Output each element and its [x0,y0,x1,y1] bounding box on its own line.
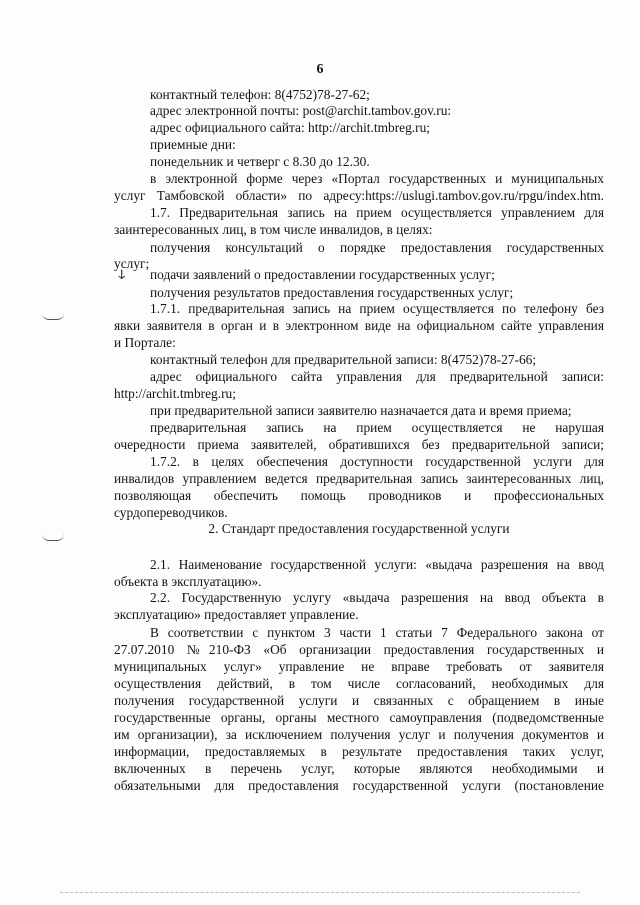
text-line: обязательными для предоставления государственной услуги (постановление [114,778,604,793]
text-line: 1.7.2. в целях обеспечения доступности государственной услуги для [150,454,604,469]
text-line: приемные дни: [150,137,236,152]
text-line: 1.7. Предварительная запись на прием осуществляется управлением для [150,205,604,220]
text-line: заинтересованных лиц, в том числе инвалидов, в целях: [114,222,433,237]
text-line: контактный телефон: 8(4752)78-27-62; [150,87,370,102]
text-line: получения результатов предоставления государственных услуг; [150,285,514,300]
text-line: контактный телефон для предварительной записи: 8(4752)78-27-66; [150,352,537,367]
section-heading: 2. Стандарт предоставления государственной услуги [208,521,510,536]
scan-noise [60,892,580,894]
text-line: явки заявителя в орган и в электронном виде на официальном сайте управления [114,318,604,333]
text-line: сурдопереводчиков. [114,505,228,520]
margin-mark [42,313,64,320]
text-line: 1.7.1. предварительная запись на прием осуществляется по телефону без [150,301,604,316]
stray-mark: ↆ [118,268,126,283]
text-line: осуществления действий, в том числе согласований, необходимых для [114,676,604,691]
text-line: услуг Тамбовской области» по адресу:https://uslugi.tambov.gov.ru/rpgu/index.htm. [114,188,604,203]
text-line: и Портале: [114,335,176,350]
text-line: позволяющая обеспечить помощь проводников и профессиональных [114,488,604,503]
text-line: понедельник и четверг с 8.30 до 12.30. [150,154,370,169]
text-line: адрес электронной почты: post@archit.tambov.gov.ru: [150,103,452,118]
text-line: получения государственной услуги и связанных с обращением в иные [114,693,604,708]
text-line: 2.1. Наименование государственной услуги: «выдача разрешения на ввод [150,557,604,572]
text-line: подачи заявлений о предоставлении государственных услуг; [150,267,495,282]
text-line: инвалидов управлением ведется предварительная запись заинтересованных лиц, [114,471,604,486]
text-line: услуг; [114,256,150,271]
text-line: информации, предоставляемых в результате предоставления таких услуг, [114,744,604,759]
margin-mark [42,534,64,541]
text-line: http://archit.tmbreg.ru; [114,386,236,401]
text-line: им организации), за исключением получения услуг и получения документов и [114,727,604,742]
text-line: объекта в эксплуатацию». [114,574,262,589]
text-line: муниципальных услуг» управление не вправе требовать от заявителя [114,659,604,674]
text-line: эксплуатацию» предоставляет управление. [114,607,359,622]
text-line: адрес официального сайта: http://archit.tmbreg.ru; [150,120,431,135]
text-line: в электронной форме через «Портал государственных и муниципальных [150,171,604,186]
text-line: предварительная запись на прием осуществляется не нарушая [150,420,604,435]
text-line: при предварительной записи заявителю назначается дата и время приема; [150,403,572,418]
page-number: 6 [316,62,324,77]
text-line: В соответствии с пунктом 3 части 1 статьи 7 Федерального закона от [150,625,604,640]
text-line: очередности приема заявителей, обратившихся без предварительной записи; [114,437,604,452]
text-line: включенных в перечень услуг, которые являются необходимыми и [114,761,604,776]
text-line: государственные органы, органы местного самоуправления (подведомственные [114,710,604,725]
text-line: адрес официального сайта управления для предварительной записи: [150,369,604,384]
text-line: 27.07.2010 №210-ФЗ «Об организации предоставления государственных и [114,642,604,657]
text-line: получения консультаций о порядке предоставления государственных [150,240,604,255]
text-line: 2.2. Государственную услугу «выдача разрешения на ввод объекта в [150,590,604,605]
